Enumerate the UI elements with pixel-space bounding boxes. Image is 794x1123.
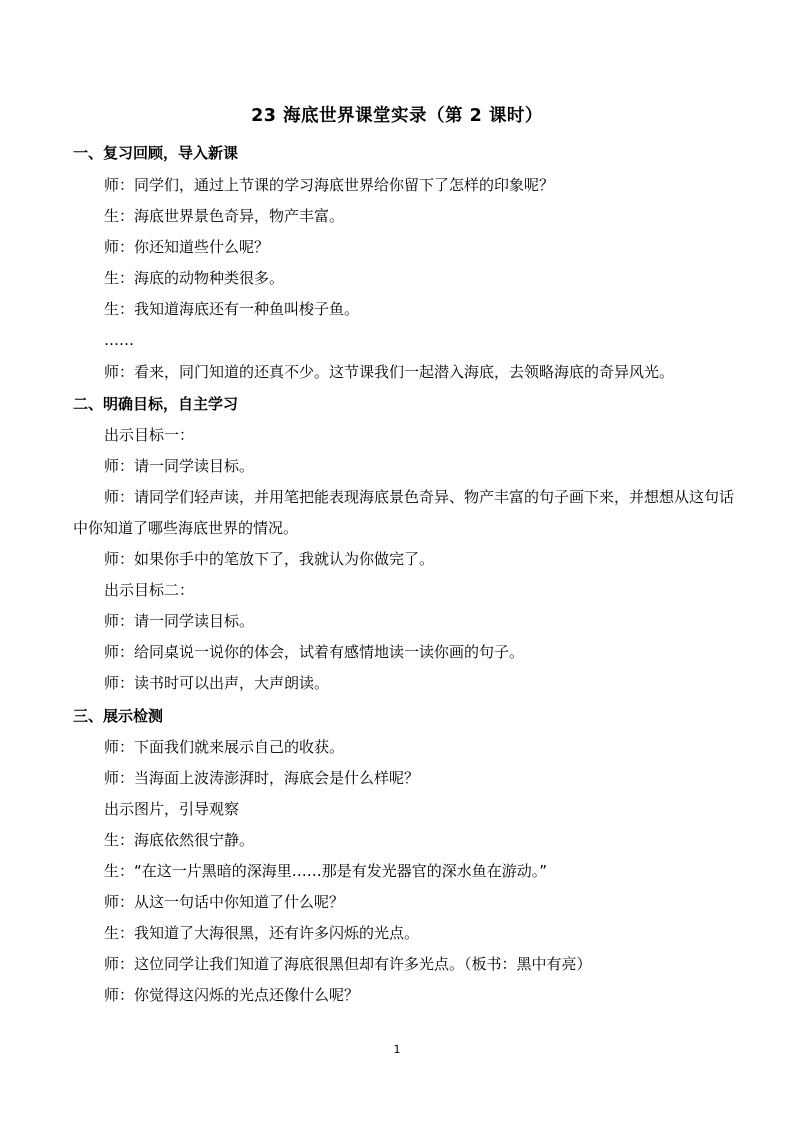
paragraph: 师：请一同学读目标。 xyxy=(104,457,255,475)
paragraph: 师：你觉得这闪烁的光点还像什么呢？ xyxy=(104,986,360,1004)
paragraph: 出示图片，引导观察 xyxy=(104,800,240,818)
paragraph: 生：我知道海底还有一种鱼叫梭子鱼。 xyxy=(104,300,360,318)
section-heading: 二、明确目标，自主学习 xyxy=(73,395,239,413)
document-title: 23 海底世界课堂实录（第 2 课时） xyxy=(251,106,543,126)
paragraph: 师：这位同学让我们知道了海底很黑但却有许多光点。（板书：黑中有亮） xyxy=(104,955,592,973)
paragraph: 出示目标一： xyxy=(104,426,195,444)
paragraph: 师：下面我们就来展示自己的收获。 xyxy=(104,738,345,756)
paragraph: 师：你还知道些什么呢？ xyxy=(104,238,270,256)
section-heading: 一、复习回顾，导入新课 xyxy=(73,144,239,162)
section-heading: 三、展示检测 xyxy=(73,707,164,725)
paragraph: 师：看来，同门知道的还真不少。这节课我们一起潜入海底，去领略海底的奇异风光。 xyxy=(104,363,675,381)
paragraph: 出示目标二： xyxy=(104,581,195,599)
paragraph: 生：“在这一片黑暗的深海里……那是有发光器官的深水鱼在游动。” xyxy=(104,862,548,880)
paragraph: 师：读书时可以出声，大声朗读。 xyxy=(104,674,330,692)
paragraph: 生：海底依然很宁静。 xyxy=(104,831,255,849)
paragraph: 师：给同桌说一说你的体会，试着有感情地读一读你画的句子。 xyxy=(104,643,525,661)
paragraph: 师：当海面上波涛澎湃时，海底会是什么样呢？ xyxy=(104,769,420,787)
paragraph: 生：我知道了大海很黑，还有许多闪烁的光点。 xyxy=(104,924,420,942)
paragraph: 师：请一同学读目标。 xyxy=(104,612,255,630)
paragraph: 生：海底的动物种类很多。 xyxy=(104,269,285,287)
page-number: 1 xyxy=(393,1043,401,1056)
paragraph: 师：请同学们轻声读，并用笔把能表现海底景色奇异、物产丰富的句子画下来，并想想从这句话中你知道了哪些海底世界的情况。 xyxy=(73,488,735,537)
paragraph: 师：同学们，通过上节课的学习海底世界给你留下了怎样的印象呢？ xyxy=(104,176,555,194)
paragraph: 生：海底世界景色奇异，物产丰富。 xyxy=(104,207,345,225)
ellipsis-line: …… xyxy=(104,331,134,349)
paragraph: 师：如果你手中的笔放下了，我就认为你做完了。 xyxy=(104,550,435,568)
paragraph: 师：从这一句话中你知道了什么呢？ xyxy=(104,893,345,911)
